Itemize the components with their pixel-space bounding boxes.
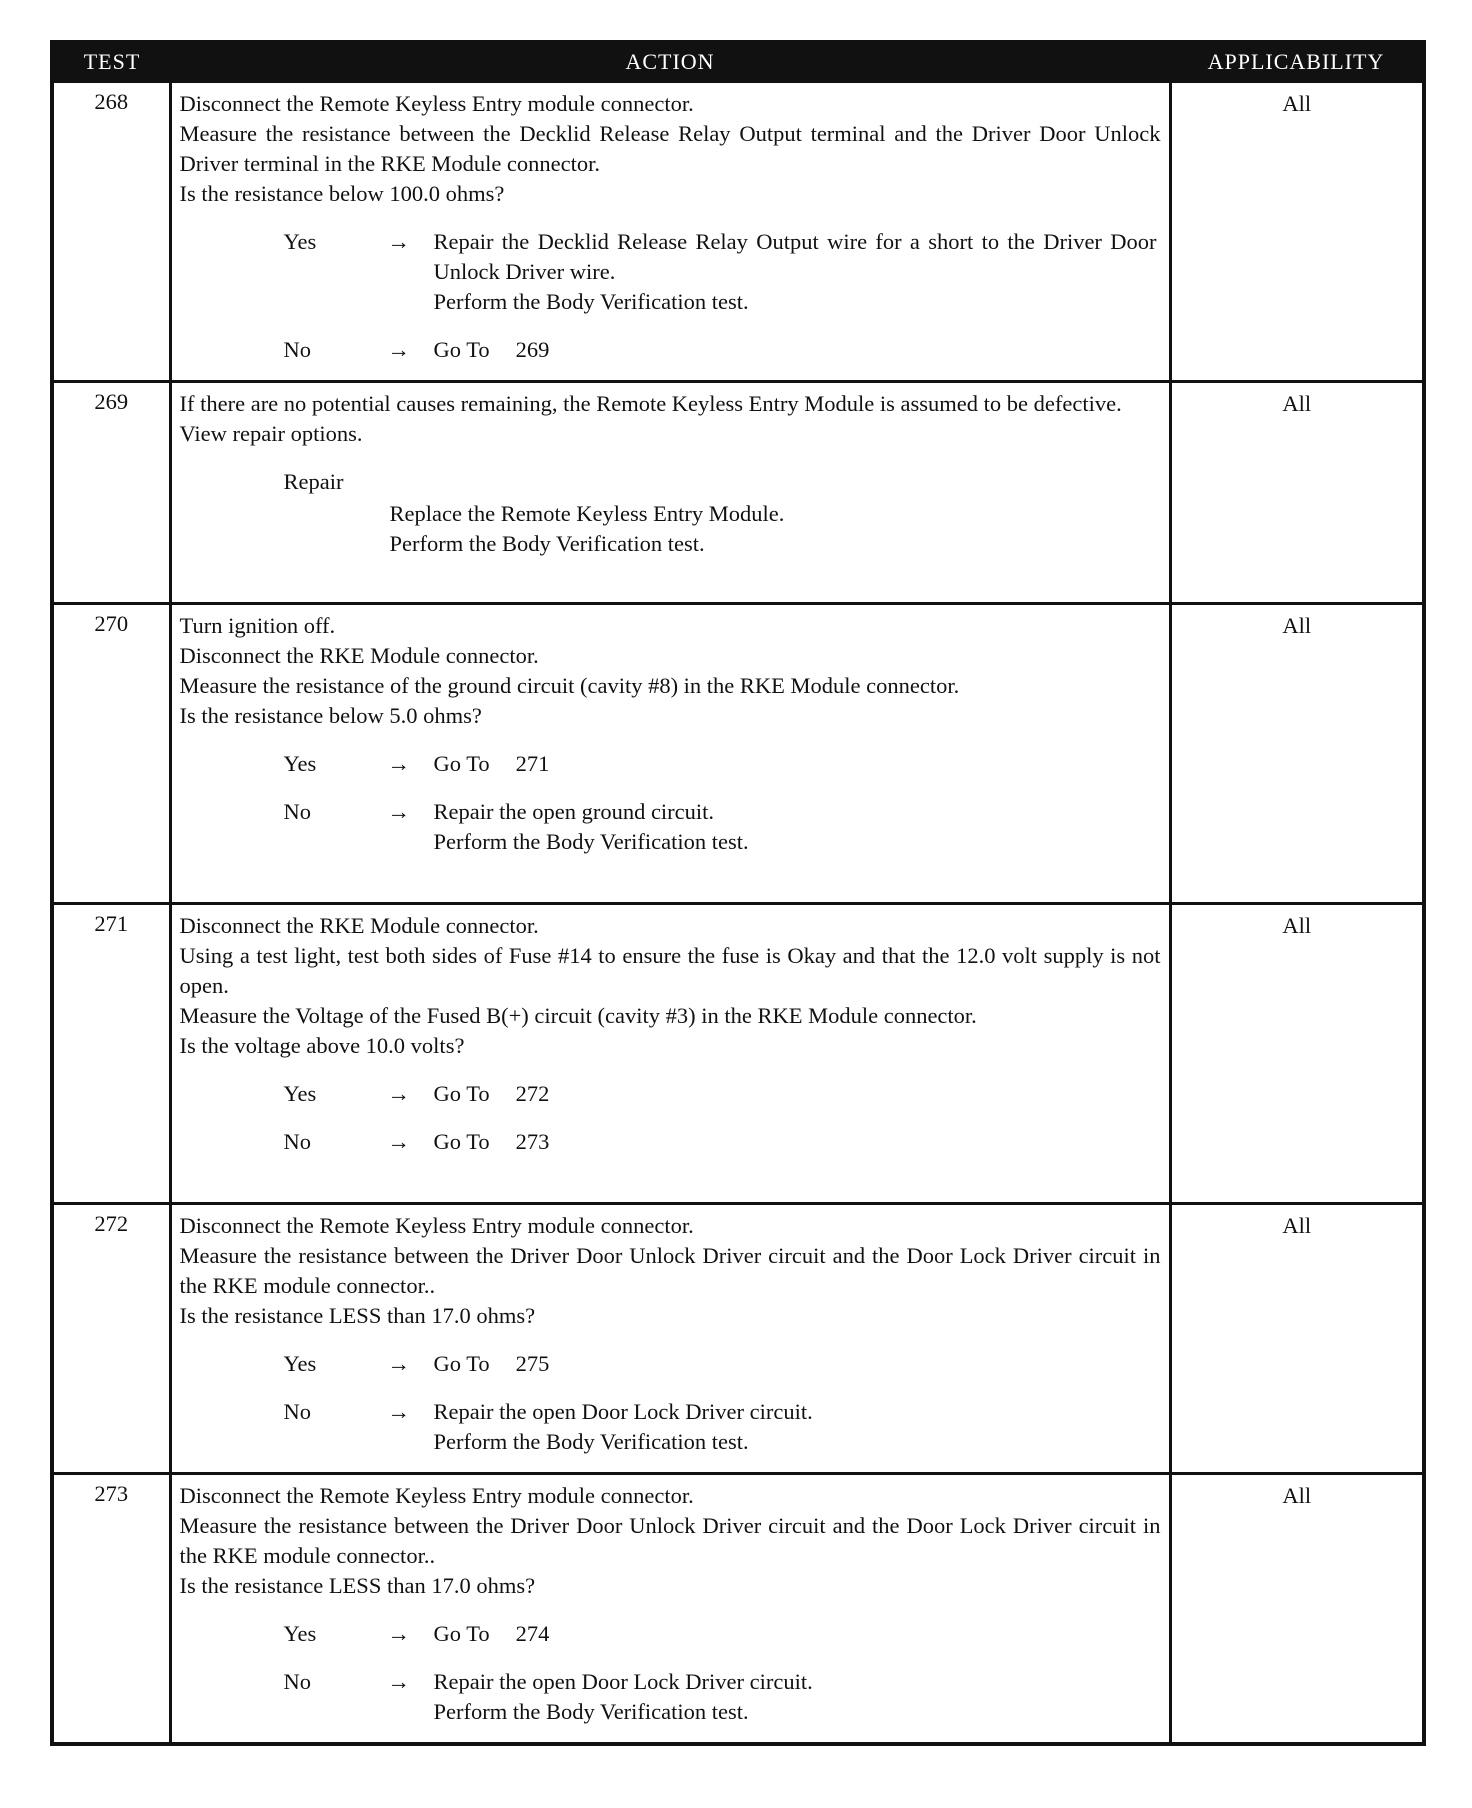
table-header-row xyxy=(52,42,1424,82)
right-arrow-icon: → xyxy=(387,337,410,362)
table-row xyxy=(52,604,1424,904)
response-yes xyxy=(180,1349,1161,1379)
response-label: No xyxy=(283,1129,311,1154)
action-cell xyxy=(170,1474,1170,1744)
repair-instruction: Perform the Body Verification test. xyxy=(389,531,705,556)
header-action: ACTION xyxy=(170,42,1170,82)
response-label: Yes xyxy=(283,1621,317,1646)
goto-label: Go To xyxy=(433,1129,490,1154)
applicability-value: All xyxy=(1170,1474,1424,1744)
response-outcome xyxy=(434,1397,1161,1457)
table-row xyxy=(52,382,1424,604)
action-instruction: Measure the resistance between the Driver Door Unlock Driver circuit and the Door Lock Driver circuit in the RKE module connector.. xyxy=(179,1243,1161,1298)
right-arrow-icon: → xyxy=(387,799,410,824)
action-instruction: Is the resistance below 100.0 ohms? xyxy=(179,181,505,206)
action-cell xyxy=(170,1204,1170,1474)
applicability-value: All xyxy=(1170,1204,1424,1474)
action-cell xyxy=(170,82,1170,382)
action-cell xyxy=(170,382,1170,604)
response-label: Yes xyxy=(283,751,317,776)
goto-target-test: 269 xyxy=(515,337,550,362)
outcome-instruction: Repair the open Door Lock Driver circuit. xyxy=(433,1669,813,1694)
table-row xyxy=(52,82,1424,382)
goto-label: Go To xyxy=(433,751,490,776)
action-instruction: Disconnect the RKE Module connector. xyxy=(179,913,539,938)
goto-target-test: 273 xyxy=(515,1129,550,1154)
response-label: Yes xyxy=(283,1351,317,1376)
outcome-instruction: Repair the open Door Lock Driver circuit. xyxy=(433,1399,813,1424)
response-yes xyxy=(180,227,1161,317)
response-no xyxy=(180,1127,1161,1157)
response-no xyxy=(180,335,1161,365)
outcome-instruction: Perform the Body Verification test. xyxy=(433,1429,749,1454)
action-cell xyxy=(170,604,1170,904)
response-outcome xyxy=(434,335,1161,365)
response-label: No xyxy=(283,799,311,824)
goto-label: Go To xyxy=(433,337,490,362)
response-yes xyxy=(180,749,1161,779)
outcome-instruction: Repair the Decklid Release Relay Output wire for a short to the Driver Door Unlock Driver wire. xyxy=(433,229,1157,284)
applicability-value: All xyxy=(1170,904,1424,1204)
action-instruction: If there are no potential causes remaining, the Remote Keyless Entry Module is assumed to be defective. xyxy=(179,391,1122,416)
response-outcome xyxy=(434,797,1161,857)
goto-target-test: 274 xyxy=(515,1621,550,1646)
action-instruction: Is the voltage above 10.0 volts? xyxy=(179,1033,465,1058)
action-instruction: Measure the resistance between the Driver Door Unlock Driver circuit and the Door Lock Driver circuit in the RKE module connector.. xyxy=(179,1513,1161,1568)
repair-steps xyxy=(284,499,1161,559)
goto-label: Go To xyxy=(433,1081,490,1106)
outcome-instruction: Perform the Body Verification test. xyxy=(433,1699,749,1724)
applicability-value: All xyxy=(1170,604,1424,904)
action-instruction: Disconnect the Remote Keyless Entry module connector. xyxy=(179,91,694,116)
response-label: No xyxy=(283,337,311,362)
test-number: 269 xyxy=(52,382,170,604)
test-number: 271 xyxy=(52,904,170,1204)
diagnostic-test-table xyxy=(50,40,1426,1746)
action-instruction: Is the resistance LESS than 17.0 ohms? xyxy=(179,1303,536,1328)
action-instruction: Turn ignition off. xyxy=(179,613,336,638)
test-number: 270 xyxy=(52,604,170,904)
table-row xyxy=(52,904,1424,1204)
goto-label: Go To xyxy=(433,1351,490,1376)
header-applicability: APPLICABILITY xyxy=(1170,42,1424,82)
right-arrow-icon: → xyxy=(387,1399,410,1424)
outcome-instruction: Repair the open ground circuit. xyxy=(433,799,715,824)
action-instruction: Disconnect the Remote Keyless Entry module connector. xyxy=(179,1483,694,1508)
right-arrow-icon: → xyxy=(387,1129,410,1154)
response-label: Yes xyxy=(283,229,317,254)
response-yes xyxy=(180,1079,1161,1109)
action-cell xyxy=(170,904,1170,1204)
action-instruction: Using a test light, test both sides of Fuse #14 to ensure the fuse is Okay and that the 12.0 volt supply is not open. xyxy=(179,943,1161,998)
response-outcome xyxy=(434,1079,1161,1109)
right-arrow-icon: → xyxy=(387,751,410,776)
response-outcome xyxy=(434,1127,1161,1157)
repair-label: Repair xyxy=(283,469,344,494)
applicability-value: All xyxy=(1170,82,1424,382)
test-number: 273 xyxy=(52,1474,170,1744)
action-instruction: Disconnect the Remote Keyless Entry module connector. xyxy=(179,1213,694,1238)
response-yes xyxy=(180,1619,1161,1649)
goto-target-test: 271 xyxy=(515,751,550,776)
header-test: TEST xyxy=(52,42,170,82)
goto-target-test: 275 xyxy=(515,1351,550,1376)
right-arrow-icon: → xyxy=(387,229,410,254)
action-instruction: Measure the Voltage of the Fused B(+) circuit (cavity #3) in the RKE Module connector. xyxy=(179,1003,977,1028)
response-outcome xyxy=(434,1619,1161,1649)
action-instruction: Measure the resistance between the Decklid Release Relay Output terminal and the Driver Door Unlock Driver terminal in the RKE Module connector. xyxy=(179,121,1161,176)
response-label: No xyxy=(283,1399,311,1424)
outcome-instruction: Perform the Body Verification test. xyxy=(433,289,749,314)
response-outcome xyxy=(434,749,1161,779)
response-no xyxy=(180,1397,1161,1457)
table-row xyxy=(52,1204,1424,1474)
response-label: Yes xyxy=(283,1081,317,1106)
right-arrow-icon: → xyxy=(387,1081,410,1106)
test-number: 272 xyxy=(52,1204,170,1474)
response-outcome xyxy=(434,1667,1161,1727)
action-instruction: Is the resistance LESS than 17.0 ohms? xyxy=(179,1573,536,1598)
action-instruction: Is the resistance below 5.0 ohms? xyxy=(179,703,482,728)
goto-target-test: 272 xyxy=(515,1081,550,1106)
applicability-value: All xyxy=(1170,382,1424,604)
action-instruction: Measure the resistance of the ground circuit (cavity #8) in the RKE Module connector. xyxy=(179,673,960,698)
right-arrow-icon: → xyxy=(387,1669,410,1694)
action-instruction: Disconnect the RKE Module connector. xyxy=(179,643,539,668)
response-outcome xyxy=(434,1349,1161,1379)
outcome-instruction: Perform the Body Verification test. xyxy=(433,829,749,854)
repair-options xyxy=(180,467,1161,559)
response-outcome xyxy=(434,227,1161,317)
repair-instruction: Replace the Remote Keyless Entry Module. xyxy=(389,501,785,526)
response-no xyxy=(180,1667,1161,1727)
goto-label: Go To xyxy=(433,1621,490,1646)
action-instruction: View repair options. xyxy=(179,421,363,446)
diagnostic-test-table-page xyxy=(50,40,1422,1746)
response-no xyxy=(180,797,1161,857)
right-arrow-icon: → xyxy=(387,1351,410,1376)
response-label: No xyxy=(283,1669,311,1694)
table-body xyxy=(52,82,1424,1744)
table-row xyxy=(52,1474,1424,1744)
right-arrow-icon: → xyxy=(387,1621,410,1646)
test-number: 268 xyxy=(52,82,170,382)
